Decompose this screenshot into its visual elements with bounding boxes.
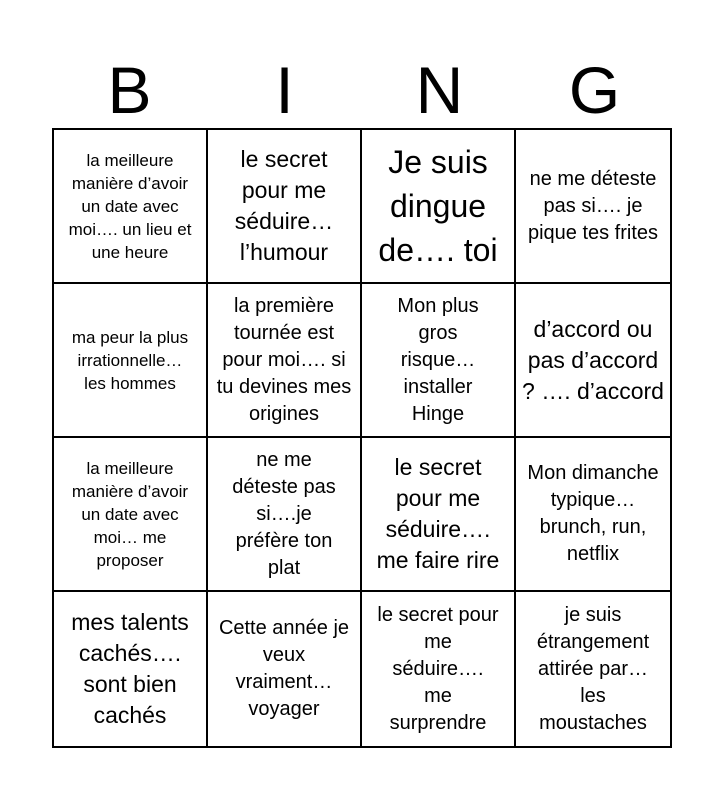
bingo-cell[interactable]	[208, 130, 362, 284]
bingo-cell[interactable]	[516, 284, 670, 438]
cell-text: ne me déteste pas si…. je pique tes frites	[527, 167, 659, 244]
cell-text: ma peur la plus irrationnelle… les hommes	[71, 327, 189, 393]
cell-text: Mon plus gros risque… installer Hinge	[397, 294, 479, 425]
header-letter-i: I	[275, 53, 294, 127]
bingo-grid	[52, 128, 672, 748]
bingo-cell[interactable]	[362, 130, 516, 284]
cell-text: le secret pour me séduire… l’humour	[234, 146, 334, 265]
cell-text: mes talents cachés…. sont bien cachés	[71, 609, 189, 728]
cell-text: la meilleure manière d’avoir un date avec moi… me proposer	[71, 458, 189, 570]
header-letter-g: G	[568, 53, 621, 127]
cell-text: la meilleure manière d’avoir un date avec moi…. un lieu et une heure	[68, 150, 192, 262]
cell-text: Je suis dingue de…. toi	[378, 144, 498, 268]
bingo-cell[interactable]	[516, 130, 670, 284]
bingo-cell[interactable]	[362, 284, 516, 438]
cell-text: Mon dimanche typique… brunch, run, netflix	[527, 462, 659, 565]
cell-text: Cette année je veux vraiment… voyager	[218, 617, 350, 720]
bingo-cell[interactable]	[516, 592, 670, 746]
bingo-cell[interactable]	[516, 438, 670, 592]
cell-text: ne me déteste pas si….je préfère ton plat	[232, 448, 336, 579]
cell-text: la première tournée est pour moi…. si tu devines mes origines	[216, 294, 352, 425]
bingo-cell[interactable]	[362, 438, 516, 592]
bingo-cell[interactable]	[208, 592, 362, 746]
bingo-cell[interactable]	[54, 284, 208, 438]
bingo-header	[52, 52, 672, 128]
bingo-cell[interactable]	[54, 130, 208, 284]
header-letter-n: N	[415, 53, 464, 127]
bingo-cell[interactable]	[54, 592, 208, 746]
bingo-cell[interactable]	[208, 438, 362, 592]
cell-text: le secret pour me séduire…. me faire rire	[376, 454, 500, 573]
cell-text: d’accord ou pas d’accord ? …. d’accord	[522, 315, 664, 404]
cell-text: je suis étrangement attirée par… les moustaches	[536, 603, 650, 734]
header-letter-b: B	[107, 53, 152, 127]
bingo-cell[interactable]	[54, 438, 208, 592]
bingo-cell[interactable]	[362, 592, 516, 746]
cell-text: le secret pour me séduire…. me surprendre	[377, 603, 499, 734]
bingo-cell[interactable]	[208, 284, 362, 438]
